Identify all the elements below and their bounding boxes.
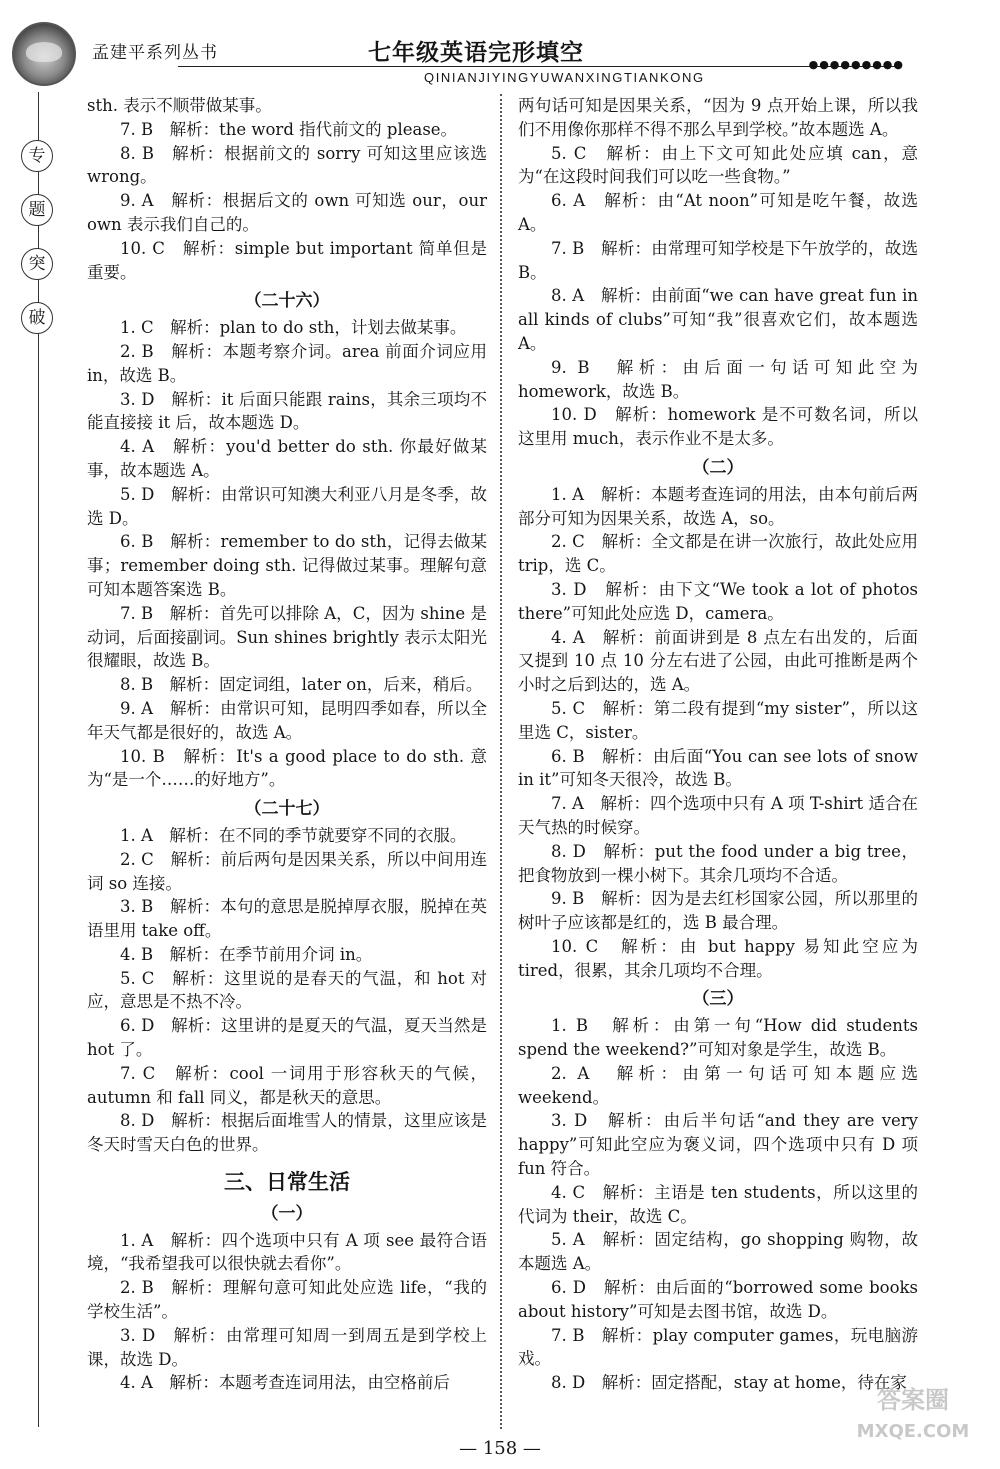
answer-item: 7. B 解析：the word 指代前文的 please。	[120, 119, 458, 139]
answer-item: 7. B 解析：由常理可知学校是下午放学的，故选 B。	[518, 238, 918, 282]
right-column	[518, 94, 918, 1395]
watermark-url: MXQE.COM	[856, 1421, 970, 1442]
sidebar-char: 题	[21, 194, 53, 226]
answer-item: 7. C 解析：cool 一词用于形容秋天的气候，autumn 和 fall 同义，都是秋天的意思。	[87, 1063, 487, 1107]
answer-item: 6. D 解析：由后面的“borrowed some books about history”可知是去图书馆，故选 D。	[518, 1278, 918, 1321]
answer-item: 2. B 解析：本题考察介词。area 前面介词应用 in，故选 B。	[87, 341, 487, 385]
answer-item: 8. D 解析：put the food under a big tree，把食物放到一棵小树下。其余几项均不合适。	[518, 841, 918, 885]
watermark-text: 答案圈	[877, 1386, 949, 1414]
answer-item: 8. D 解析：根据后面堆雪人的情景，这里应该是冬天时雪天白色的世界。	[87, 1111, 487, 1155]
answer-item: 4. C 解析：主语是 ten students，所以这里的代词为 their，故选 C。	[518, 1182, 918, 1226]
answer-item: 1. C 解析：plan to do sth，计划去做某事。	[120, 318, 467, 338]
section-heading: （一）	[261, 1203, 313, 1224]
section-heading: （二十七）	[244, 799, 330, 820]
answer-item: 5. C 解析：由上下文可知此处应填 can，意为“在这段时间我们可以吃一些食物。”	[518, 143, 918, 187]
sidebar-section-label	[21, 140, 57, 356]
answer-item: 1. A 解析：在不同的季节就要穿不同的衣服。	[120, 825, 467, 845]
answer-item: 9. B 解析：因为是去红杉国家公园，所以那里的树叶子应该都是红的，选 B 最合理。	[518, 889, 918, 933]
answer-item: 6. B 解析：remember to do sth，记得去做某事；remember doing sth. 记得做过某事。理解句意可知本题答案选 B。	[87, 532, 487, 599]
answer-item: 9. A 解析：由常识可知，昆明四季如春，所以全年天气都是很好的，故选 A。	[87, 698, 487, 742]
series-logo-icon	[12, 22, 76, 86]
series-name: 孟建平系列丛书	[92, 43, 218, 63]
answer-item: 8. B 解析：根据前文的 sorry 可知这里应该选 wrong。	[87, 143, 487, 187]
section-heading: （二）	[692, 457, 744, 478]
answer-item: 两句话可知是因果关系，“因为 9 点开始上课，所以我们不用像你那样不得不那么早到学校。”故本题选 A。	[518, 96, 918, 139]
book-title-pinyin: QINIANJIYINGYUWANXINGTIANKONG	[424, 70, 705, 85]
answer-item: 7. B 解析：play computer games，玩电脑游戏。	[518, 1325, 918, 1369]
answer-item: 9. B 解析：由后面一句话可知此空为 homework，故选 B。	[518, 357, 918, 401]
header-dots: ●●●●●●●●●	[808, 58, 904, 71]
answer-item: 2. A 解析：由第一句话可知本题应选 weekend。	[518, 1063, 918, 1107]
answer-item: 8. D 解析：固定搭配，stay at home，待在家	[551, 1373, 907, 1393]
answer-item: 5. C 解析：第二段有提到“my sister”，所以这里选 C，sister。	[518, 698, 918, 742]
answer-item: 1. A 解析：四个选项中只有 A 项 see 最符合语境，“我希望我可以很快就去看你”。	[87, 1230, 487, 1274]
answer-item: 2. C 解析：全文都是在讲一次旅行，故此处应用 trip，选 C。	[518, 532, 918, 576]
book-title: 七年级英语完形填空	[368, 40, 584, 66]
header-rule	[178, 66, 896, 67]
answer-item: 10. C 解析：simple but important 简单但是重要。	[87, 238, 487, 282]
watermark-logo	[838, 1380, 988, 1460]
answer-item: 5. D 解析：由常识可知澳大利亚八月是冬季，故选 D。	[87, 484, 487, 528]
answer-item: 8. B 解析：固定词组，later on，后来，稍后。	[120, 675, 483, 695]
sidebar-char: 突	[21, 248, 53, 280]
answer-item: 8. A 解析：由前面“we can have great fun in all kinds of clubs”可知“我”很喜欢它们，故本题选 A。	[518, 286, 918, 353]
answer-item: 2. B 解析：理解句意可知此处应选 life，“我的学校生活”。	[87, 1278, 487, 1322]
column-divider	[500, 94, 502, 1429]
answer-item: 4. A 解析：前面讲到是 8 点左右出发的，后面又提到 10 点 10 分左右进了公园，由此可推断是两个小时之后到达的，选 A。	[518, 627, 918, 695]
answer-item: 6. D 解析：这里讲的是夏天的气温，夏天当然是 hot 了。	[87, 1016, 487, 1060]
answer-item: 9. A 解析：根据后文的 own 可知选 our，our own 表示我们自己的。	[87, 191, 487, 234]
answer-item: 4. A 解析：本题考查连词用法，由空格前后	[120, 1373, 450, 1393]
answer-item: sth. 表示不顺带做某事。	[87, 96, 272, 115]
sidebar-char: 破	[21, 302, 53, 334]
answer-item: 6. A 解析：由“At noon”可知是吃午餐，故选 A。	[518, 191, 918, 234]
answer-item: 3. D 解析：it 后面只能跟 rains，其余三项均不能直接接 it 后，故本题选 D。	[87, 389, 487, 433]
answer-item: 7. B 解析：首先可以排除 A，C，因为 shine 是动词，后面接副词。Sun shines brightly 表示太阳光很耀眼，故选 B。	[87, 603, 487, 671]
answer-item: 10. B 解析：It's a good place to do sth. 意为“是一个……的好地方”。	[87, 746, 487, 790]
answer-item: 10. C 解析：由 but happy 易知此空应为 tired，很累，其余几项均不合理。	[518, 936, 918, 980]
answer-item: 3. D 解析：由常理可知周一到周五是到学校上课，故选 D。	[87, 1325, 487, 1369]
section-heading: （三）	[692, 989, 744, 1010]
left-column	[87, 94, 487, 1395]
answer-item: 4. A 解析：you'd better do sth. 你最好做某事，故本题选 A。	[87, 437, 487, 480]
page-number: — 158 —	[459, 1438, 541, 1459]
answer-item: 3. D 解析：由后半句话“and they are very happy”可知此空应为褒义词，四个选项中只有 D 项 fun 符合。	[518, 1111, 918, 1179]
sidebar-char: 专	[21, 140, 53, 172]
answer-item: 5. C 解析：这里说的是春天的气温，和 hot 对应，意思是不热不冷。	[87, 968, 487, 1012]
answer-item: 6. B 解析：由后面“You can see lots of snow in it”可知冬天很冷，故选 B。	[518, 746, 918, 790]
answer-item: 1. A 解析：本题考查连词的用法，由本句前后两部分可知为因果关系，故选 A，so。	[518, 484, 918, 528]
answer-item: 3. B 解析：本句的意思是脱掉厚衣服，脱掉在英语里用 take off。	[87, 897, 487, 941]
answer-item: 4. B 解析：在季节前用介词 in。	[120, 944, 373, 964]
answer-item: 7. A 解析：四个选项中只有 A 项 T-shirt 适合在天气热的时候穿。	[518, 794, 918, 837]
answer-item: 1. B 解析：由第一句“How did students spend the weekend?”可知对象是学生，故选 B。	[518, 1016, 918, 1060]
page-header	[0, 0, 1000, 92]
chapter-heading: 三、日常生活	[224, 1170, 350, 1195]
answer-item: 5. A 解析：固定结构，go shopping 购物，故本题选 A。	[518, 1230, 918, 1274]
section-heading: （二十六）	[244, 291, 330, 312]
answer-item: 2. C 解析：前后两句是因果关系，所以中间用连词 so 连接。	[87, 849, 487, 893]
answer-item: 10. D 解析：homework 是不可数名词，所以这里用 much，表示作业不是太多。	[518, 405, 918, 449]
answer-item: 3. D 解析：由下文“We took a lot of photos there”可知此处应选 D，camera。	[518, 579, 918, 623]
